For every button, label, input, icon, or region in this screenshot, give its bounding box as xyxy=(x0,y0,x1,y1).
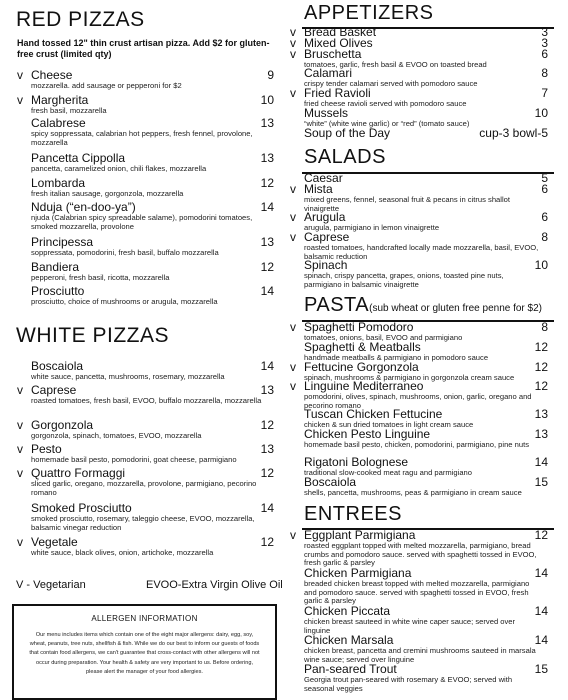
vegetarian-marker: v xyxy=(290,360,296,374)
menu-item-name: Boscaiola xyxy=(304,475,357,489)
menu-item-description: fresh italian sausage, gorgonzola, mozzarella xyxy=(31,189,184,198)
menu-item-description: soppressata, pomodorini, fresh basil, buffalo mozzarella xyxy=(31,248,219,257)
menu-item-name: Calamari xyxy=(304,66,353,80)
menu-item-price: 3 xyxy=(541,25,548,39)
menu-item-name: Chicken Pesto Linguine xyxy=(304,427,431,441)
menu-item xyxy=(17,117,274,147)
menu-item-price: 14 xyxy=(534,604,548,618)
menu-item-name: Spinach xyxy=(304,258,348,272)
menu-item-name: Pancetta Cippolla xyxy=(31,151,126,165)
menu-item-price: 14 xyxy=(260,359,274,373)
menu-item-description: homemade basil pesto, pomodorini, goat cheese, parmigiano xyxy=(31,455,237,464)
menu-item-name: Chicken Piccata xyxy=(304,604,391,618)
menu-item-price: 10 xyxy=(534,258,548,272)
menu-item xyxy=(290,634,548,664)
menu-item-description: spinach, mushrooms & parmigiano in gorgonzola cream sauce xyxy=(304,373,515,382)
menu-item-price: 15 xyxy=(534,662,548,676)
menu-item xyxy=(17,285,274,307)
entrees-heading: ENTREES xyxy=(304,503,402,525)
menu-item-description: “white” (white wine garlic) or “red” (tomato sauce) xyxy=(304,119,470,128)
evoo-legend: EVOO-Extra Virgin Olive Oil xyxy=(146,579,283,591)
menu-item-description: mixed greens, fennel, seasonal fruit & pecans in citrus shallot vinaigrette xyxy=(304,195,510,213)
menu-item-name: Chicken Parmigiana xyxy=(304,566,412,580)
menu-item-price: 12 xyxy=(534,360,548,374)
menu-item xyxy=(290,428,548,450)
menu-item xyxy=(290,259,548,289)
menu-item-name: Caprese xyxy=(31,383,77,397)
menu-item-price: 6 xyxy=(541,47,548,61)
menu-item-name: Bruschetta xyxy=(304,47,362,61)
menu-item-price: 14 xyxy=(260,200,274,214)
menu-item-name: Pesto xyxy=(31,442,62,456)
vegetarian-marker: v xyxy=(290,230,296,244)
menu-item-price: 14 xyxy=(534,633,548,647)
menu-item-price: 8 xyxy=(541,230,548,244)
menu-item-description: spicy soppressata, calabrian hot peppers, fresh fennel, provolone, mozzarella xyxy=(31,129,253,147)
menu-item-price: 12 xyxy=(534,528,548,542)
menu-item-price: 14 xyxy=(534,566,548,580)
menu-item-price: 10 xyxy=(534,106,548,120)
menu-item-description: shells, pancetta, mushrooms, peas & parmigiano in cream sauce xyxy=(304,488,522,497)
vegetarian-marker: v xyxy=(17,466,23,480)
menu-item-description: prosciutto, choice of mushrooms or arugula, mozzarella xyxy=(31,297,218,306)
allergen-text: Our menu includes items which contain one of the eight major allergens: dairy, egg, soy, wheat, peanuts, tree nuts, shellfish & fish. While we do our best to inform our guests of foods that contain food allergens, we can't guarantee that cross-contact with other allergens will not occur during preparation. Your health & safety are very important to us. Before ordering, please alert the manager of your food allergies. xyxy=(29,632,260,675)
menu-item-price: 15 xyxy=(534,475,548,489)
menu-item-price: 8 xyxy=(541,320,548,334)
white-pizzas-heading: WHITE PIZZAS xyxy=(16,324,169,347)
menu-item-description: njuda (Calabrian spicy spreadable salame), pomodorini tomatoes, smoked mozzarella, provolone xyxy=(31,213,253,231)
menu-item-name: Rigatoni Bolognese xyxy=(304,455,409,469)
menu-item-description: pepperoni, fresh basil, ricotta, mozzarella xyxy=(31,273,170,282)
vegetarian-marker: v xyxy=(290,86,296,100)
menu-item-description: mozzarella. add sausage or pepperoni for $2 xyxy=(31,81,182,90)
pasta-title: PASTA xyxy=(304,294,370,316)
menu-item-description: chicken breast, pancetta and cremini mushrooms sauteed in marsala wine sauce; served over linguine xyxy=(304,646,536,664)
menu-item-name: Prosciutto xyxy=(31,284,85,298)
menu-item-name: Fried Ravioli xyxy=(304,86,371,100)
red-pizzas-heading: RED PIZZAS xyxy=(16,8,145,31)
vegetarian-marker: v xyxy=(17,418,23,432)
menu-item xyxy=(17,536,274,558)
menu-item-name: Soup of the Day xyxy=(304,126,391,140)
menu-item-name: Vegetale xyxy=(31,535,78,549)
red-pizzas-note: Hand tossed 12" thin crust artisan pizza. Add $2 for gluten-free crust (limited qty) xyxy=(17,38,270,59)
vegetarian-marker: v xyxy=(290,379,296,393)
menu-item-name: Eggplant Parmigiana xyxy=(304,528,416,542)
vegetarian-marker: v xyxy=(17,535,23,549)
menu-item-description: chicken & sun dried tomatoes in light cream sauce xyxy=(304,420,474,429)
menu-item-name: Lombarda xyxy=(31,176,86,190)
menu-item-price: 13 xyxy=(260,235,274,249)
menu-item-description: homemade basil pesto, chicken, pomodorini, parmigiano, pine nuts xyxy=(304,440,529,449)
menu-item-description: tomatoes, onions, basil, EVOO and parmigiano xyxy=(304,333,463,342)
menu-item-description: white sauce, pancetta, mushrooms, rosemary, mozzarella xyxy=(31,372,225,381)
menu-item-price: 12 xyxy=(534,379,548,393)
menu-item-name: Caesar xyxy=(304,171,343,185)
menu-item-price: 12 xyxy=(260,418,274,432)
menu-item-description: traditional slow-cooked meat ragu and parmigiano xyxy=(304,468,473,477)
menu-item-description: fried cheese ravioli served with pomodoro sauce xyxy=(304,99,467,108)
menu-item-description: breaded chicken breast topped with melted mozzarella, parmigiano and pomodoro sauce. served with spaghetti tossed in EVOO, fresh garlic & parsley xyxy=(304,579,530,606)
menu-item-price: 14 xyxy=(534,455,548,469)
menu-item-price: 13 xyxy=(260,116,274,130)
menu-item-description: roasted tomatoes, fresh basil, EVOO, buffalo mozzarella, mozzarella xyxy=(31,396,262,405)
menu-item-description: spinach, crispy pancetta, grapes, onions, toasted pine nuts, parmigiano in balsamic vinaigrette xyxy=(304,271,504,289)
menu-item-price: 13 xyxy=(260,383,274,397)
menu-item xyxy=(17,360,274,382)
menu-item-price: 3 xyxy=(541,36,548,50)
menu-item-description: pomodorini, olives, spinach, mushrooms, onion, garlic, oregano and pecorino romano xyxy=(304,392,532,410)
menu-item-description: chicken breast sauteed in white wine caper sauce; served over linguine xyxy=(304,617,516,635)
menu-item-price: 5 xyxy=(541,171,548,185)
menu-item xyxy=(17,384,274,406)
menu-item xyxy=(17,94,274,116)
menu-item xyxy=(17,236,274,258)
menu-item-description: handmade meatballs & parmigiano in pomodoro sauce xyxy=(304,353,489,362)
menu-item-name: Nduja (“en-doo-ya”) xyxy=(31,200,136,214)
menu-item-name: Bandiera xyxy=(31,260,80,274)
vegetarian-marker: v xyxy=(290,528,296,542)
vegetarian-marker: v xyxy=(17,442,23,456)
menu-item-price: 9 xyxy=(267,68,274,82)
menu-item-price: 7 xyxy=(541,86,548,100)
menu-item-name: Spaghetti Pomodoro xyxy=(304,320,414,334)
menu-item xyxy=(17,177,274,199)
allergen-box xyxy=(12,604,277,700)
menu-item-price: 14 xyxy=(260,501,274,515)
menu-item-name: Gorgonzola xyxy=(31,418,94,432)
menu-item-name: Caprese xyxy=(304,230,350,244)
menu-item-price: 12 xyxy=(260,535,274,549)
menu-item xyxy=(17,467,274,497)
menu-item xyxy=(290,380,548,410)
menu-item-price: 12 xyxy=(260,176,274,190)
menu-item-name: Mussels xyxy=(304,106,349,120)
menu-item-name: Cheese xyxy=(31,68,73,82)
menu-item-name: Principessa xyxy=(31,235,94,249)
menu-item-price: 12 xyxy=(534,340,548,354)
vegetarian-marker: v xyxy=(17,93,23,107)
menu-item-name: Tuscan Chicken Fettucine xyxy=(304,407,443,421)
menu-item-name: Bread Basket xyxy=(304,25,377,39)
menu-item-name: Boscaiola xyxy=(31,359,84,373)
allergen-title: ALLERGEN INFORMATION xyxy=(91,614,198,623)
menu-item xyxy=(17,443,274,465)
vegetarian-marker: v xyxy=(290,182,296,196)
menu-item xyxy=(290,605,548,635)
menu-item-price: 6 xyxy=(541,182,548,196)
menu-item-name: Mixed Olives xyxy=(304,36,373,50)
menu-item-name: Spaghetti & Meatballs xyxy=(304,340,421,354)
menu-item-price: 12 xyxy=(260,466,274,480)
menu-item-name: Chicken Marsala xyxy=(304,633,394,647)
menu-item xyxy=(290,231,548,261)
vegetarian-marker: v xyxy=(17,383,23,397)
vegetarian-marker: v xyxy=(290,36,296,50)
vegetarian-marker: v xyxy=(290,210,296,224)
vegetarian-marker: v xyxy=(290,320,296,334)
menu-item-name: Arugula xyxy=(304,210,346,224)
menu-item-description: gorgonzola, spinach, tomatoes, EVOO, mozzarella xyxy=(31,431,202,440)
menu-item-description: pancetta, caramelized onion, chili flakes, mozzarella xyxy=(31,164,207,173)
menu-item xyxy=(290,476,548,498)
vegetarian-marker: v xyxy=(17,68,23,82)
vegetarian-legend: V - Vegetarian xyxy=(16,579,86,591)
menu-item xyxy=(17,152,274,174)
menu-item xyxy=(17,419,274,441)
pasta-heading xyxy=(304,294,542,317)
menu-item-price: 8 xyxy=(541,66,548,80)
appetizers-heading: APPETIZERS xyxy=(304,2,434,24)
menu-item-description: crispy tender calamari served with pomodoro sauce xyxy=(304,79,478,88)
menu-item-row xyxy=(290,127,548,140)
menu-item-price: 12 xyxy=(260,260,274,274)
menu-item xyxy=(290,529,548,568)
menu-item-description: white sauce, black olives, onion, artichoke, mozzarella xyxy=(31,548,214,557)
menu-item-name: Margherita xyxy=(31,93,89,107)
menu-item xyxy=(17,201,274,231)
menu-item-description: roasted tomatoes, handcrafted locally made mozzarella, basil, EVOO, balsamic reduction xyxy=(304,243,539,261)
vegetarian-marker: v xyxy=(290,25,296,39)
menu-item xyxy=(290,663,548,693)
menu-item-name: Quattro Formaggi xyxy=(31,466,126,480)
menu-item-price: 13 xyxy=(260,442,274,456)
vegetarian-marker: v xyxy=(290,47,296,61)
menu-item-price: 14 xyxy=(260,284,274,298)
menu-item-price: 6 xyxy=(541,210,548,224)
menu-item-description: smoked prosciutto, rosemary, taleggio cheese, EVOO, mozzarella, balsamic vinegar reduction xyxy=(31,514,255,532)
menu-item xyxy=(290,183,548,213)
menu-item xyxy=(290,127,548,140)
menu-item-description: arugula, parmigiano in lemon vinaigrette xyxy=(304,223,440,232)
menu-item xyxy=(290,567,548,606)
menu-item-name: Smoked Prosciutto xyxy=(31,501,132,515)
menu-item-description: roasted eggplant topped with melted mozzarella, parmigiano, bread crumbs and pomodoro sauce. served with spaghetti tossed in EVOO, fresh garlic & parsley xyxy=(304,541,537,568)
salads-heading: SALADS xyxy=(304,146,386,168)
menu-item-description: tomatoes, garlic, fresh basil & EVOO on toasted bread xyxy=(304,60,487,69)
menu-item-price: 13 xyxy=(260,151,274,165)
menu-item-name: Linguine Mediterraneo xyxy=(304,379,424,393)
menu-item xyxy=(17,502,274,532)
menu-item-description: Georgia trout pan-seared with rosemary & EVOO; served with seasonal veggies xyxy=(304,675,513,693)
menu-item-name: Pan-seared Trout xyxy=(304,662,397,676)
menu-item-description: sliced garlic, oregano, mozzarella, provolone, parmigiano, pecorino romano xyxy=(31,479,257,497)
menu-item-price: 13 xyxy=(534,427,548,441)
menu-item-name: Fettucine Gorgonzola xyxy=(304,360,419,374)
menu-item xyxy=(17,69,274,91)
menu-item xyxy=(17,261,274,283)
pasta-subtitle: (sub wheat or gluten free penne for $2) xyxy=(369,303,542,314)
menu-item-description: fresh basil, mozzarella xyxy=(31,106,107,115)
menu-item-name: Calabrese xyxy=(31,116,86,130)
menu-item-price: 13 xyxy=(534,407,548,421)
menu-item-name: Mista xyxy=(304,182,333,196)
menu-item-price: cup-3 bowl-5 xyxy=(479,126,548,140)
menu-item-price: 10 xyxy=(260,93,274,107)
